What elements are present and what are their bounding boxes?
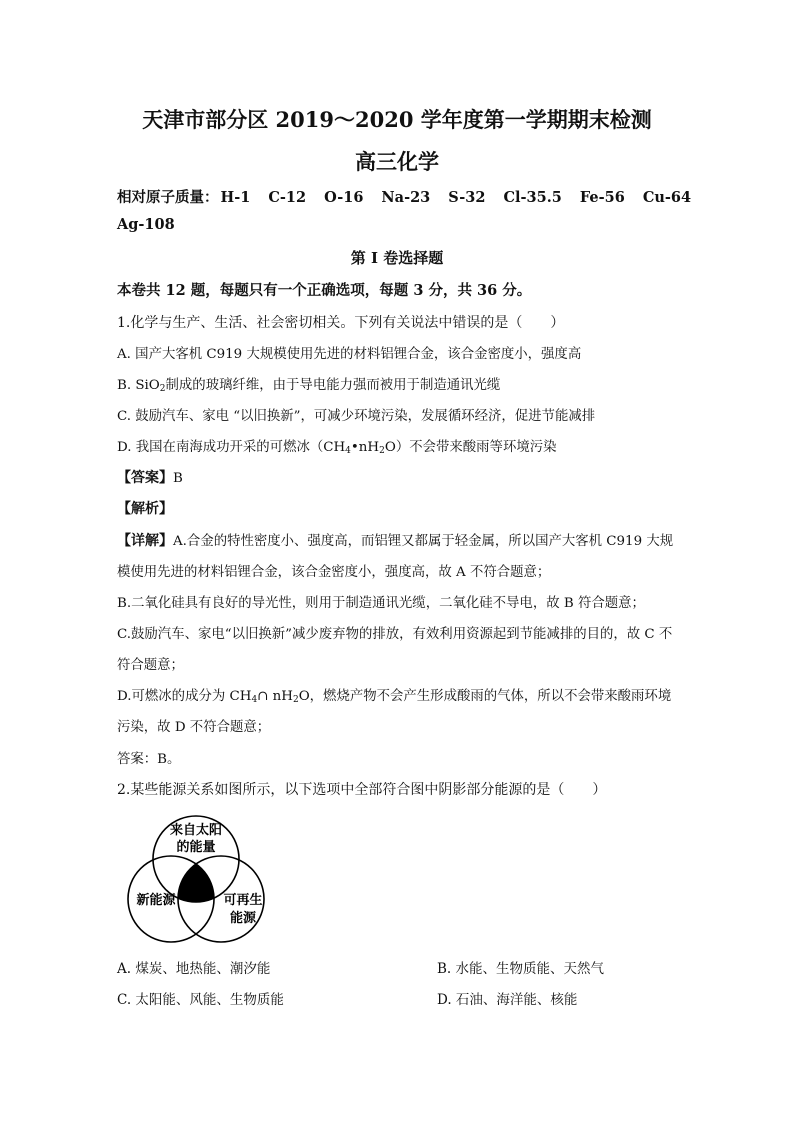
mass-h: H-1 <box>220 189 251 206</box>
q1-detail-a1: 【详解】A.合金的特性密度小、强度高，而铝锂又都属于轻金属，所以国产大客机 C919 大规 <box>117 533 674 549</box>
venn-label-new-energy: 新能源 <box>136 893 176 908</box>
q1-option-d: D. 我国在南海成功开采的可燃冰$(CH_4•nH_2O)$不会带来酸雨等环境污染 <box>117 440 557 456</box>
mass-cl: Cl-35.5 <box>503 189 562 206</box>
exam-title: 天津市部分区 2019～2020 学年度第一学期期末检测 <box>142 107 652 132</box>
q1-detail-d2: 污染，故 D 不符合题意； <box>117 720 271 735</box>
q1-final-answer: 答案：B。 <box>117 752 181 767</box>
mass-na: Na-23 <box>381 189 431 206</box>
q2-option-d: D. 石油、海洋能、核能 <box>437 992 578 1008</box>
section-title: 第 I 卷选择题 <box>350 249 444 267</box>
q1-option-a: A. 国产大客机 C919 大规模使用先进的材料铝锂合金，该合金密度小，强度高 <box>117 347 582 362</box>
mass-s: S-32 <box>448 189 486 206</box>
q1-detail-a2: 模使用先进的材料铝锂合金，该合金密度小，强度高，故 A 不符合题意； <box>117 565 551 580</box>
mass-o: O-16 <box>324 189 364 206</box>
q2-option-c: C. 太阳能、风能、生物质能 <box>117 992 284 1008</box>
atomic-mass-label: 相对原子质量： <box>117 189 219 206</box>
q1-detail-d1: D.可燃冰的成分为 $CH_4\cap$ $nH_2O$，燃烧产物不会产生形成酸雨的气体，所以不会带来酸雨环境 <box>117 689 672 705</box>
q2-option-a: A. 煤炭、地热能、潮汐能 <box>117 961 271 977</box>
q1-option-c: C. 鼓励汽车、家电 “以旧换新”，可减少环境污染，发展循环经济，促进节能减排 <box>117 409 596 424</box>
atomic-mass-line <box>117 186 692 207</box>
mass-fe: Fe-56 <box>579 189 625 206</box>
q2-option-b: B. 水能、生物质能、天然气 <box>437 961 605 977</box>
mass-ag: Ag-108 <box>117 216 175 233</box>
q1-detail-c1: C.鼓励汽车、家电“以旧换新”减少废弃物的排放，有效利用资源起到节能减排的目的，故 C 不 <box>117 627 673 642</box>
q1-option-b: B. SiO$_2$制成的玻璃纤维，由于导电能力强而被用于制造通讯光缆 <box>117 378 501 394</box>
venn-label-renewable-2: 能源 <box>229 911 257 926</box>
q1-detail-b: B.二氧化硅具有良好的导光性，则用于制造通讯光缆，二氧化硅不导电，故 B 符合题意； <box>117 596 645 611</box>
q1-detail-c2: 符合题意； <box>117 658 184 673</box>
q1-analysis-tag: 【解析】 <box>117 501 173 517</box>
venn-label-solar-1: 来自太阳 <box>169 823 223 838</box>
venn-label-renewable-1: 可再生 <box>223 893 263 908</box>
energy-venn-diagram <box>126 808 286 948</box>
section-instructions: 本卷共 12 题，每题只有一个正确选项，每题 3 分，共 36 分。 <box>117 282 532 299</box>
venn-label-solar-2: 的能量 <box>176 840 216 855</box>
exam-subtitle: 高三化学 <box>355 149 439 174</box>
mass-c: C-12 <box>268 189 307 206</box>
q2-stem: 2.某些能源关系如图所示，以下选项中全部符合图中阴影部分能源的是（ ） <box>117 782 607 798</box>
q1-stem: 1.化学与生产、生活、社会密切相关。下列有关说法中错误的是（ ） <box>117 315 565 331</box>
q1-answer: 【答案】B <box>117 470 183 486</box>
mass-cu: Cu-64 <box>642 189 692 206</box>
